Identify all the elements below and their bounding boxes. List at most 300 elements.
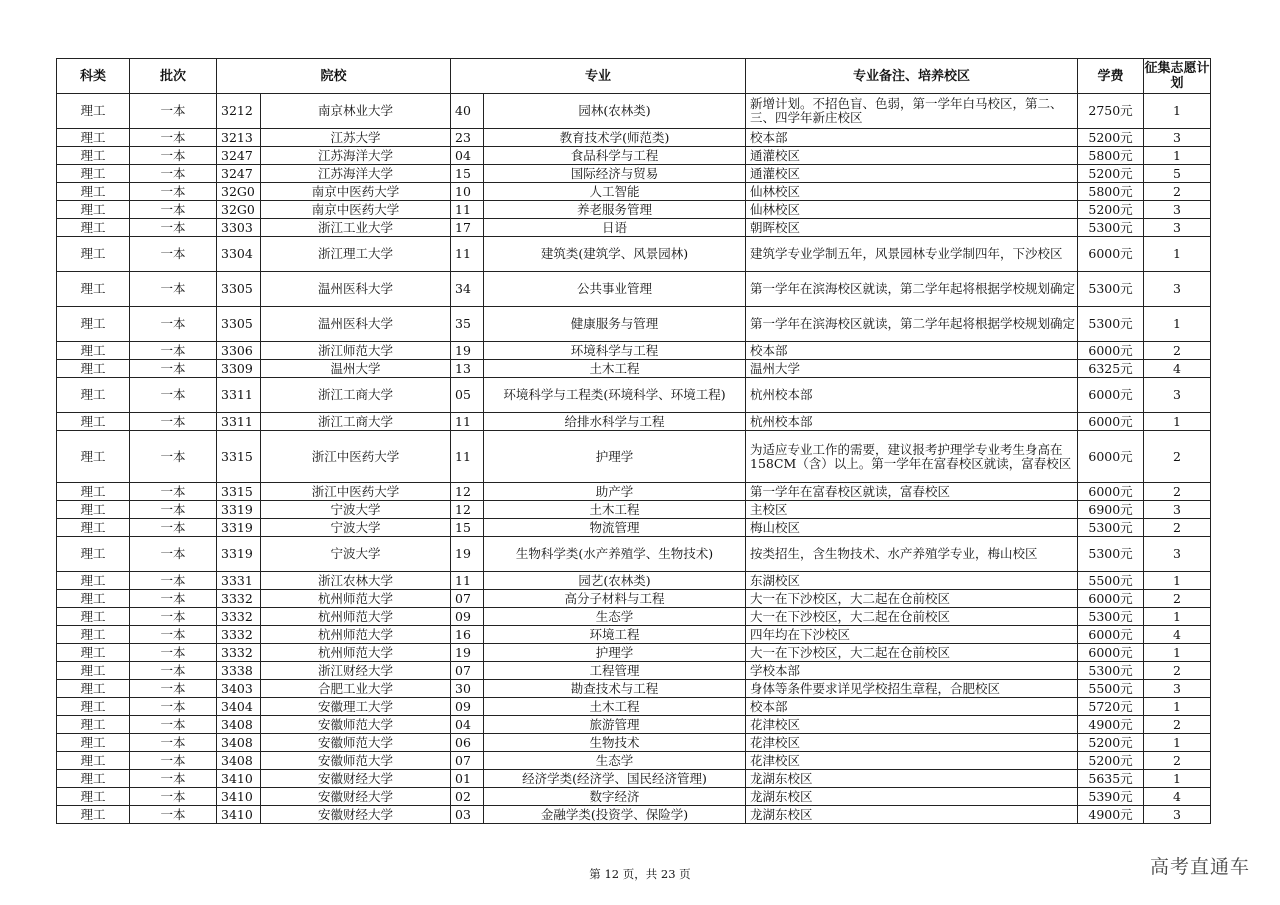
row-fee: 2750元 [1078,94,1144,129]
row-school-code: 3247 [217,147,261,165]
row-school-name: 宁波大学 [261,537,451,572]
row-major-name: 工程管理 [484,662,746,680]
row-category: 理工 [57,698,130,716]
row-fee: 5800元 [1078,147,1144,165]
table-row [57,537,1211,572]
row-school-code: 3404 [217,698,261,716]
row-category: 理工 [57,272,130,307]
row-plan: 2 [1144,431,1211,483]
row-school-code: 3331 [217,572,261,590]
table-row [57,360,1211,378]
row-major-name: 公共事业管理 [484,272,746,307]
row-fee: 6000元 [1078,626,1144,644]
row-batch: 一本 [130,360,217,378]
row-major-code: 07 [451,662,484,680]
row-school-code: 3338 [217,662,261,680]
row-notes: 校本部 [746,129,1078,147]
row-plan: 2 [1144,752,1211,770]
row-batch: 一本 [130,698,217,716]
row-school-name: 杭州师范大学 [261,608,451,626]
row-notes: 大一在下沙校区，大二起在仓前校区 [746,590,1078,608]
row-school-name: 浙江中医药大学 [261,431,451,483]
row-notes: 朝晖校区 [746,219,1078,237]
row-plan: 1 [1144,307,1211,342]
row-school-name: 江苏海洋大学 [261,165,451,183]
row-school-name: 温州医科大学 [261,307,451,342]
table-row [57,626,1211,644]
row-batch: 一本 [130,342,217,360]
table-row [57,752,1211,770]
row-plan: 2 [1144,519,1211,537]
row-major-name: 高分子材料与工程 [484,590,746,608]
row-major-name: 经济学类(经济学、国民经济管理) [484,770,746,788]
row-plan: 3 [1144,219,1211,237]
table-body [57,94,1211,824]
row-category: 理工 [57,590,130,608]
row-batch: 一本 [130,413,217,431]
row-school-name: 安徽财经大学 [261,788,451,806]
row-school-code: 3403 [217,680,261,698]
row-plan: 2 [1144,662,1211,680]
row-fee: 6000元 [1078,644,1144,662]
row-notes: 通灌校区 [746,147,1078,165]
row-category: 理工 [57,572,130,590]
row-batch: 一本 [130,626,217,644]
table-row [57,201,1211,219]
row-major-name: 教育技术学(师范类) [484,129,746,147]
row-notes: 新增计划。不招色盲、色弱，第一学年白马校区，第二、三、四学年新庄校区 [746,94,1078,129]
row-major-code: 11 [451,237,484,272]
row-major-code: 15 [451,165,484,183]
row-major-name: 养老服务管理 [484,201,746,219]
row-major-code: 09 [451,698,484,716]
row-major-name: 护理学 [484,431,746,483]
row-school-code: 3247 [217,165,261,183]
table-row [57,413,1211,431]
table-row [57,165,1211,183]
row-major-name: 日语 [484,219,746,237]
row-major-name: 生态学 [484,608,746,626]
table-row [57,431,1211,483]
row-major-name: 园林(农林类) [484,94,746,129]
row-batch: 一本 [130,662,217,680]
header-notes: 专业备注、培养校区 [746,59,1078,94]
row-category: 理工 [57,483,130,501]
row-school-code: 3305 [217,307,261,342]
row-notes: 第一学年在滨海校区就读，第二学年起将根据学校规划确定 [746,272,1078,307]
row-major-code: 09 [451,608,484,626]
row-category: 理工 [57,680,130,698]
row-notes: 龙湖东校区 [746,770,1078,788]
row-notes: 第一学年在滨海校区就读，第二学年起将根据学校规划确定 [746,307,1078,342]
row-batch: 一本 [130,129,217,147]
row-fee: 5200元 [1078,201,1144,219]
header-batch: 批次 [130,59,217,94]
row-batch: 一本 [130,183,217,201]
row-category: 理工 [57,342,130,360]
row-major-name: 勘查技术与工程 [484,680,746,698]
row-major-name: 金融学类(投资学、保险学) [484,806,746,824]
row-school-name: 安徽财经大学 [261,770,451,788]
table-row [57,519,1211,537]
table-row [57,770,1211,788]
table-row [57,806,1211,824]
row-major-code: 07 [451,752,484,770]
row-school-name: 浙江工业大学 [261,219,451,237]
row-school-name: 温州医科大学 [261,272,451,307]
row-batch: 一本 [130,237,217,272]
row-notes: 学校本部 [746,662,1078,680]
table-row [57,272,1211,307]
row-school-name: 安徽理工大学 [261,698,451,716]
row-category: 理工 [57,806,130,824]
row-plan: 1 [1144,237,1211,272]
row-school-code: 3332 [217,608,261,626]
row-fee: 5720元 [1078,698,1144,716]
row-school-name: 南京中医药大学 [261,183,451,201]
table-row [57,129,1211,147]
row-category: 理工 [57,788,130,806]
row-notes: 四年均在下沙校区 [746,626,1078,644]
row-fee: 5300元 [1078,662,1144,680]
row-plan: 2 [1144,183,1211,201]
row-batch: 一本 [130,752,217,770]
row-category: 理工 [57,360,130,378]
row-notes: 仙林校区 [746,201,1078,219]
row-major-code: 35 [451,307,484,342]
table-row [57,572,1211,590]
row-major-name: 护理学 [484,644,746,662]
row-major-code: 04 [451,147,484,165]
row-major-code: 30 [451,680,484,698]
table-row [57,608,1211,626]
row-batch: 一本 [130,590,217,608]
row-school-name: 安徽财经大学 [261,806,451,824]
row-notes: 大一在下沙校区，大二起在仓前校区 [746,608,1078,626]
row-major-code: 05 [451,378,484,413]
table-row [57,307,1211,342]
row-category: 理工 [57,413,130,431]
row-notes: 龙湖东校区 [746,806,1078,824]
row-school-name: 南京林业大学 [261,94,451,129]
row-batch: 一本 [130,431,217,483]
row-fee: 6000元 [1078,237,1144,272]
row-category: 理工 [57,378,130,413]
row-major-code: 11 [451,431,484,483]
row-school-name: 温州大学 [261,360,451,378]
row-major-name: 数字经济 [484,788,746,806]
table-row [57,147,1211,165]
row-fee: 5500元 [1078,680,1144,698]
row-school-name: 杭州师范大学 [261,590,451,608]
row-fee: 5300元 [1078,608,1144,626]
row-school-code: 3306 [217,342,261,360]
row-category: 理工 [57,237,130,272]
row-school-name: 江苏大学 [261,129,451,147]
row-plan: 3 [1144,201,1211,219]
row-batch: 一本 [130,716,217,734]
row-school-code: 3408 [217,716,261,734]
row-notes: 主校区 [746,501,1078,519]
row-major-name: 土木工程 [484,698,746,716]
row-school-code: 3311 [217,413,261,431]
row-school-name: 浙江财经大学 [261,662,451,680]
row-school-code: 32G0 [217,183,261,201]
row-school-name: 合肥工业大学 [261,680,451,698]
row-school-code: 3309 [217,360,261,378]
header-major: 专业 [451,59,746,94]
row-notes: 为适应专业工作的需要，建议报考护理学专业考生身高在158CM（含）以上。第一学年在富春校区就读，富春校区 [746,431,1078,483]
row-school-code: 3332 [217,626,261,644]
row-school-name: 浙江工商大学 [261,413,451,431]
row-major-code: 16 [451,626,484,644]
row-plan: 3 [1144,537,1211,572]
row-major-name: 土木工程 [484,501,746,519]
page-number: 第 12 页，共 23 页 [589,867,691,881]
table-header [57,59,1211,94]
table-row [57,788,1211,806]
row-notes: 杭州校本部 [746,378,1078,413]
row-batch: 一本 [130,147,217,165]
row-category: 理工 [57,147,130,165]
row-major-name: 土木工程 [484,360,746,378]
row-plan: 5 [1144,165,1211,183]
row-school-name: 宁波大学 [261,519,451,537]
row-school-name: 安徽师范大学 [261,752,451,770]
row-fee: 5300元 [1078,272,1144,307]
row-batch: 一本 [130,165,217,183]
row-notes: 校本部 [746,698,1078,716]
row-plan: 3 [1144,272,1211,307]
row-school-name: 浙江理工大学 [261,237,451,272]
row-fee: 6000元 [1078,431,1144,483]
table-row [57,501,1211,519]
row-major-name: 食品科学与工程 [484,147,746,165]
row-major-code: 23 [451,129,484,147]
row-school-code: 3213 [217,129,261,147]
row-batch: 一本 [130,680,217,698]
row-notes: 温州大学 [746,360,1078,378]
table-row [57,590,1211,608]
row-major-name: 环境科学与工程类(环境科学、环境工程) [484,378,746,413]
row-school-name: 宁波大学 [261,501,451,519]
row-major-code: 40 [451,94,484,129]
row-batch: 一本 [130,806,217,824]
row-plan: 3 [1144,129,1211,147]
row-plan: 3 [1144,378,1211,413]
row-category: 理工 [57,716,130,734]
row-school-name: 浙江师范大学 [261,342,451,360]
row-fee: 5200元 [1078,734,1144,752]
row-major-code: 17 [451,219,484,237]
row-major-name: 旅游管理 [484,716,746,734]
row-school-code: 3332 [217,644,261,662]
table-row [57,734,1211,752]
row-plan: 1 [1144,644,1211,662]
row-plan: 1 [1144,572,1211,590]
row-major-code: 11 [451,201,484,219]
row-notes: 仙林校区 [746,183,1078,201]
row-batch: 一本 [130,201,217,219]
row-category: 理工 [57,537,130,572]
row-major-name: 建筑类(建筑学、风景园林) [484,237,746,272]
row-category: 理工 [57,734,130,752]
row-school-code: 3408 [217,734,261,752]
row-school-code: 3319 [217,537,261,572]
row-category: 理工 [57,431,130,483]
row-fee: 5200元 [1078,165,1144,183]
row-fee: 5300元 [1078,519,1144,537]
row-major-code: 12 [451,501,484,519]
row-fee: 5200元 [1078,752,1144,770]
row-major-name: 国际经济与贸易 [484,165,746,183]
table-row [57,94,1211,129]
row-plan: 1 [1144,147,1211,165]
header-fee: 学费 [1078,59,1144,94]
row-major-name: 园艺(农林类) [484,572,746,590]
row-notes: 花津校区 [746,716,1078,734]
row-major-code: 11 [451,413,484,431]
row-notes: 按类招生，含生物技术、水产养殖学专业，梅山校区 [746,537,1078,572]
row-plan: 1 [1144,608,1211,626]
row-batch: 一本 [130,788,217,806]
row-category: 理工 [57,201,130,219]
row-notes: 大一在下沙校区，大二起在仓前校区 [746,644,1078,662]
row-category: 理工 [57,307,130,342]
row-fee: 5300元 [1078,307,1144,342]
row-school-code: 3315 [217,483,261,501]
row-batch: 一本 [130,608,217,626]
row-notes: 校本部 [746,342,1078,360]
row-plan: 4 [1144,626,1211,644]
row-school-code: 3408 [217,752,261,770]
table-row [57,183,1211,201]
row-category: 理工 [57,129,130,147]
row-plan: 3 [1144,501,1211,519]
row-plan: 1 [1144,94,1211,129]
admission-plan-table [56,58,1211,824]
row-notes: 东湖校区 [746,572,1078,590]
header-category: 科类 [57,59,130,94]
row-fee: 5390元 [1078,788,1144,806]
row-school-code: 3305 [217,272,261,307]
row-major-code: 34 [451,272,484,307]
table-row [57,342,1211,360]
row-fee: 5300元 [1078,537,1144,572]
row-batch: 一本 [130,483,217,501]
row-notes: 花津校区 [746,752,1078,770]
row-batch: 一本 [130,378,217,413]
row-notes: 第一学年在富春校区就读，富春校区 [746,483,1078,501]
row-school-code: 3319 [217,501,261,519]
row-plan: 1 [1144,770,1211,788]
row-batch: 一本 [130,734,217,752]
row-fee: 5200元 [1078,129,1144,147]
row-category: 理工 [57,519,130,537]
row-school-name: 安徽师范大学 [261,734,451,752]
row-category: 理工 [57,752,130,770]
row-category: 理工 [57,662,130,680]
row-major-name: 生态学 [484,752,746,770]
row-fee: 6000元 [1078,342,1144,360]
header-school: 院校 [217,59,451,94]
row-school-code: 3304 [217,237,261,272]
row-fee: 6000元 [1078,413,1144,431]
row-major-name: 健康服务与管理 [484,307,746,342]
row-fee: 5800元 [1078,183,1144,201]
row-batch: 一本 [130,572,217,590]
row-school-name: 浙江工商大学 [261,378,451,413]
row-fee: 5300元 [1078,219,1144,237]
header-plan: 征集志愿计划 [1144,59,1211,94]
row-notes: 花津校区 [746,734,1078,752]
row-major-code: 19 [451,537,484,572]
row-school-code: 3311 [217,378,261,413]
row-fee: 5635元 [1078,770,1144,788]
row-category: 理工 [57,219,130,237]
row-major-code: 06 [451,734,484,752]
row-school-code: 3332 [217,590,261,608]
row-school-name: 浙江中医药大学 [261,483,451,501]
row-fee: 4900元 [1078,806,1144,824]
row-major-code: 19 [451,342,484,360]
row-school-code: 3410 [217,788,261,806]
row-plan: 4 [1144,788,1211,806]
row-major-code: 12 [451,483,484,501]
row-batch: 一本 [130,94,217,129]
row-notes: 建筑学专业学制五年，风景园林专业学制四年，下沙校区 [746,237,1078,272]
row-major-name: 助产学 [484,483,746,501]
row-notes: 身体等条件要求详见学校招生章程，合肥校区 [746,680,1078,698]
row-major-code: 10 [451,183,484,201]
row-fee: 5500元 [1078,572,1144,590]
row-category: 理工 [57,183,130,201]
row-plan: 2 [1144,483,1211,501]
table-row [57,698,1211,716]
row-major-code: 02 [451,788,484,806]
row-school-name: 杭州师范大学 [261,644,451,662]
table-row [57,644,1211,662]
row-fee: 6000元 [1078,483,1144,501]
row-category: 理工 [57,626,130,644]
row-school-code: 32G0 [217,201,261,219]
row-batch: 一本 [130,307,217,342]
row-major-name: 环境工程 [484,626,746,644]
table-row [57,716,1211,734]
row-category: 理工 [57,770,130,788]
row-batch: 一本 [130,519,217,537]
row-plan: 2 [1144,342,1211,360]
row-batch: 一本 [130,770,217,788]
row-category: 理工 [57,94,130,129]
row-major-name: 物流管理 [484,519,746,537]
table-row [57,237,1211,272]
row-major-name: 生物科学类(水产养殖学、生物技术) [484,537,746,572]
row-school-code: 3315 [217,431,261,483]
row-batch: 一本 [130,219,217,237]
row-batch: 一本 [130,537,217,572]
row-batch: 一本 [130,272,217,307]
table-row [57,662,1211,680]
row-major-code: 19 [451,644,484,662]
row-plan: 3 [1144,680,1211,698]
row-plan: 1 [1144,734,1211,752]
row-fee: 6325元 [1078,360,1144,378]
table-row [57,483,1211,501]
table-row [57,219,1211,237]
table-row [57,680,1211,698]
row-category: 理工 [57,165,130,183]
